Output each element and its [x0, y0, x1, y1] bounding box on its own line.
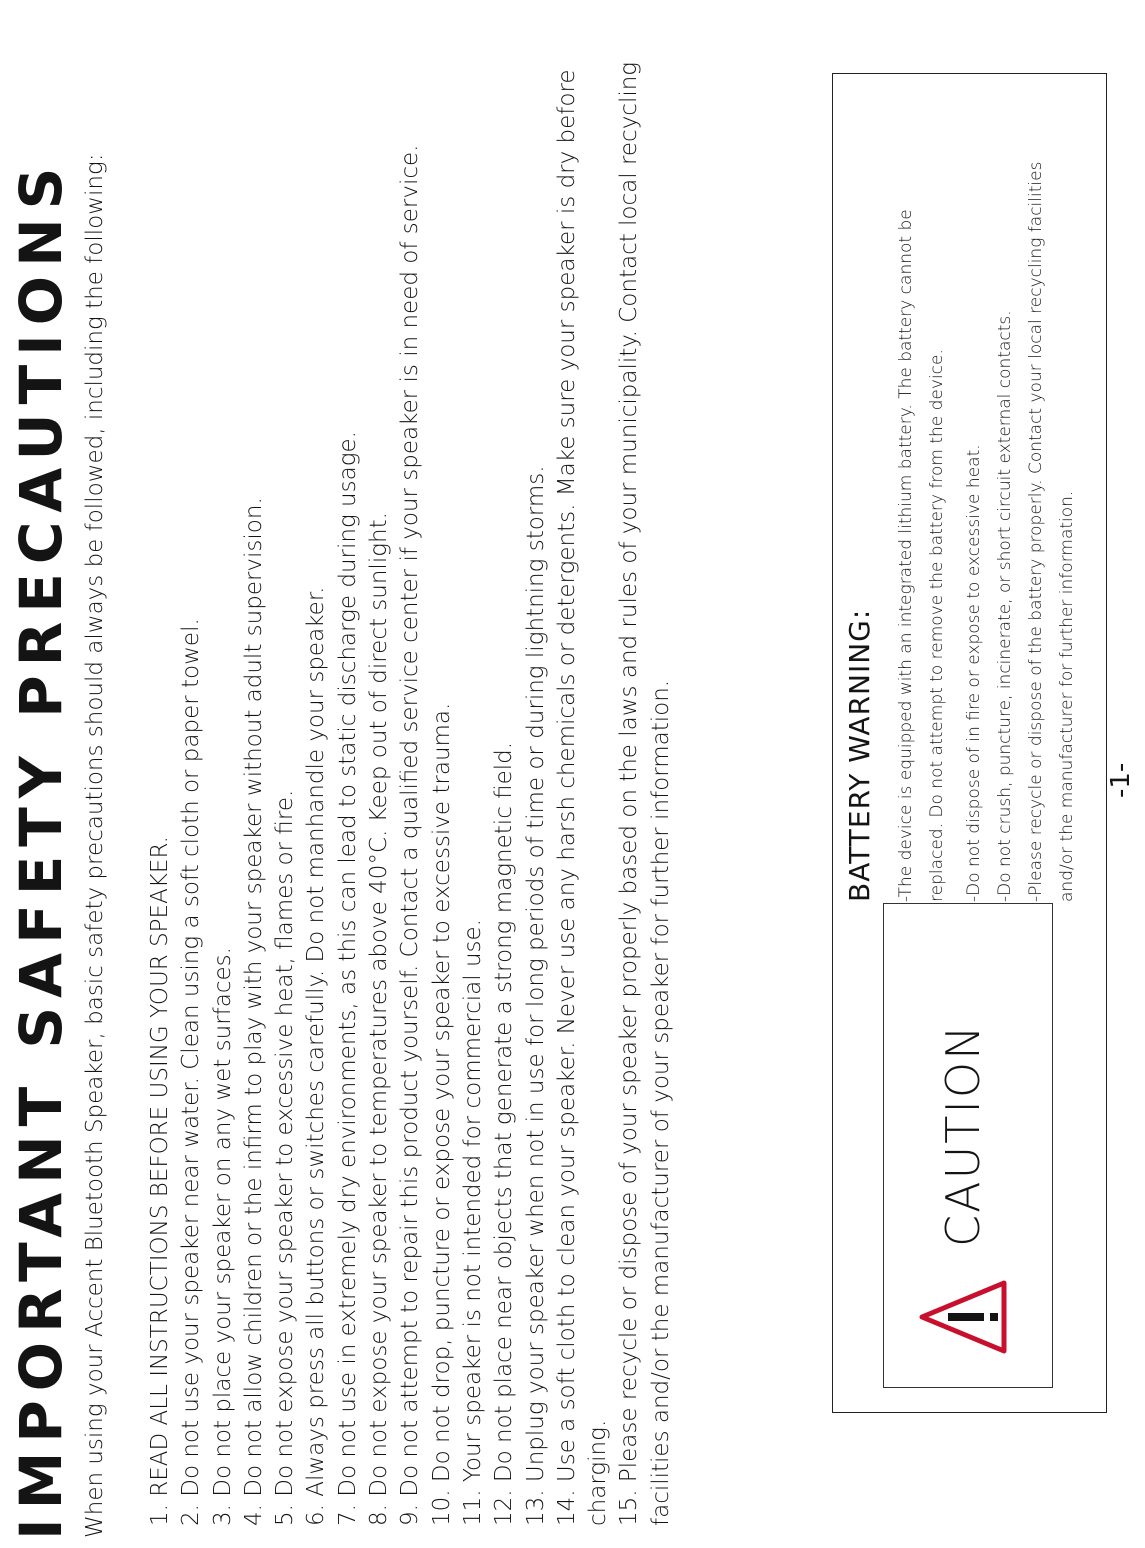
precaution-item: 13. Unplug your speaker when not in use for long periods of time or during lightning storms.: [522, 465, 549, 1526]
precaution-item: 8. Do not expose your speaker to temperatures above 40°C. Keep out of direct sunlight.: [366, 512, 393, 1526]
precaution-item: 15. Please recycle or dispose of your speaker properly based on the laws and rules of your municipality. Contact local recycling facilities and/or the manufacturer of your speaker for further information.: [616, 61, 674, 1526]
precaution-item: 12. Do not place near objects that generate a strong magnetic field.: [491, 741, 518, 1526]
page-title: IMPORTANT SAFETY PRECAUTIONS: [7, 158, 75, 1540]
battery-warning-line: and/or the manufacturer for further information.: [1057, 490, 1077, 902]
precaution-item: 10. Do not drop, puncture or expose your speaker to excessive trauma.: [428, 702, 455, 1526]
battery-warning-heading: BATTERY WARNING:: [843, 608, 876, 902]
warning-triangle-icon: [918, 1279, 1008, 1355]
precautions-list: [145, 36, 677, 1526]
precaution-item: 2. Do not use your speaker near water. Clean using a soft cloth or paper towel.: [178, 618, 205, 1526]
battery-warning-line: replaced. Do not attempt to remove the battery from the device.: [927, 349, 947, 902]
precaution-item: 9. Do not attempt to repair this product yourself. Contact a qualified service center if your speaker is in need of service.: [397, 144, 424, 1526]
battery-warning-line: -The device is equipped with an integrated lithium battery. The battery cannot be: [896, 209, 916, 902]
caution-panel: [883, 903, 1053, 1388]
precaution-item: 7. Do not use in extremely dry environments, as this can lead to static discharge during usage.: [334, 431, 361, 1526]
page-number: -1-: [1106, 762, 1136, 798]
precaution-item: 1. READ ALL INSTRUCTIONS BEFORE USING YOUR SPEAKER.: [147, 836, 173, 1526]
precaution-item: 6. Always press all buttons or switches carefully. Do not manhandle your speaker.: [303, 586, 330, 1526]
precaution-item: 3. Do not place your speaker on any wet surfaces.: [209, 947, 236, 1526]
intro-text: When using your Accent Bluetooth Speaker, basic safety precautions should always be followed, including the following:: [82, 153, 108, 1538]
precaution-item: 4. Do not allow children or the infirm to play with your speaker without adult supervision.: [240, 497, 267, 1526]
caution-label: CAUTION: [936, 1023, 990, 1247]
battery-warning-line: -Do not dispose of in fire or expose to excessive heat.: [964, 444, 984, 902]
precaution-item: 5. Do not expose your speaker to excessive heat, flames or fire.: [272, 789, 299, 1526]
battery-warning-box: [832, 73, 1107, 1413]
precaution-item: 14. Use a soft cloth to clean your speaker. Never use any harsh chemicals or detergents. Make sure your speaker is dry before charging.: [553, 69, 612, 1526]
battery-warning-line: -Do not crush, puncture, incinerate, or short circuit external contacts.: [995, 310, 1015, 902]
precaution-item: 11. Your speaker is not intended for commercial use.: [459, 919, 486, 1526]
battery-warning-line: -Please recycle or dispose of the battery properly. Contact your local recycling facilities: [1026, 161, 1046, 902]
battery-warning-lines: [891, 162, 1083, 902]
